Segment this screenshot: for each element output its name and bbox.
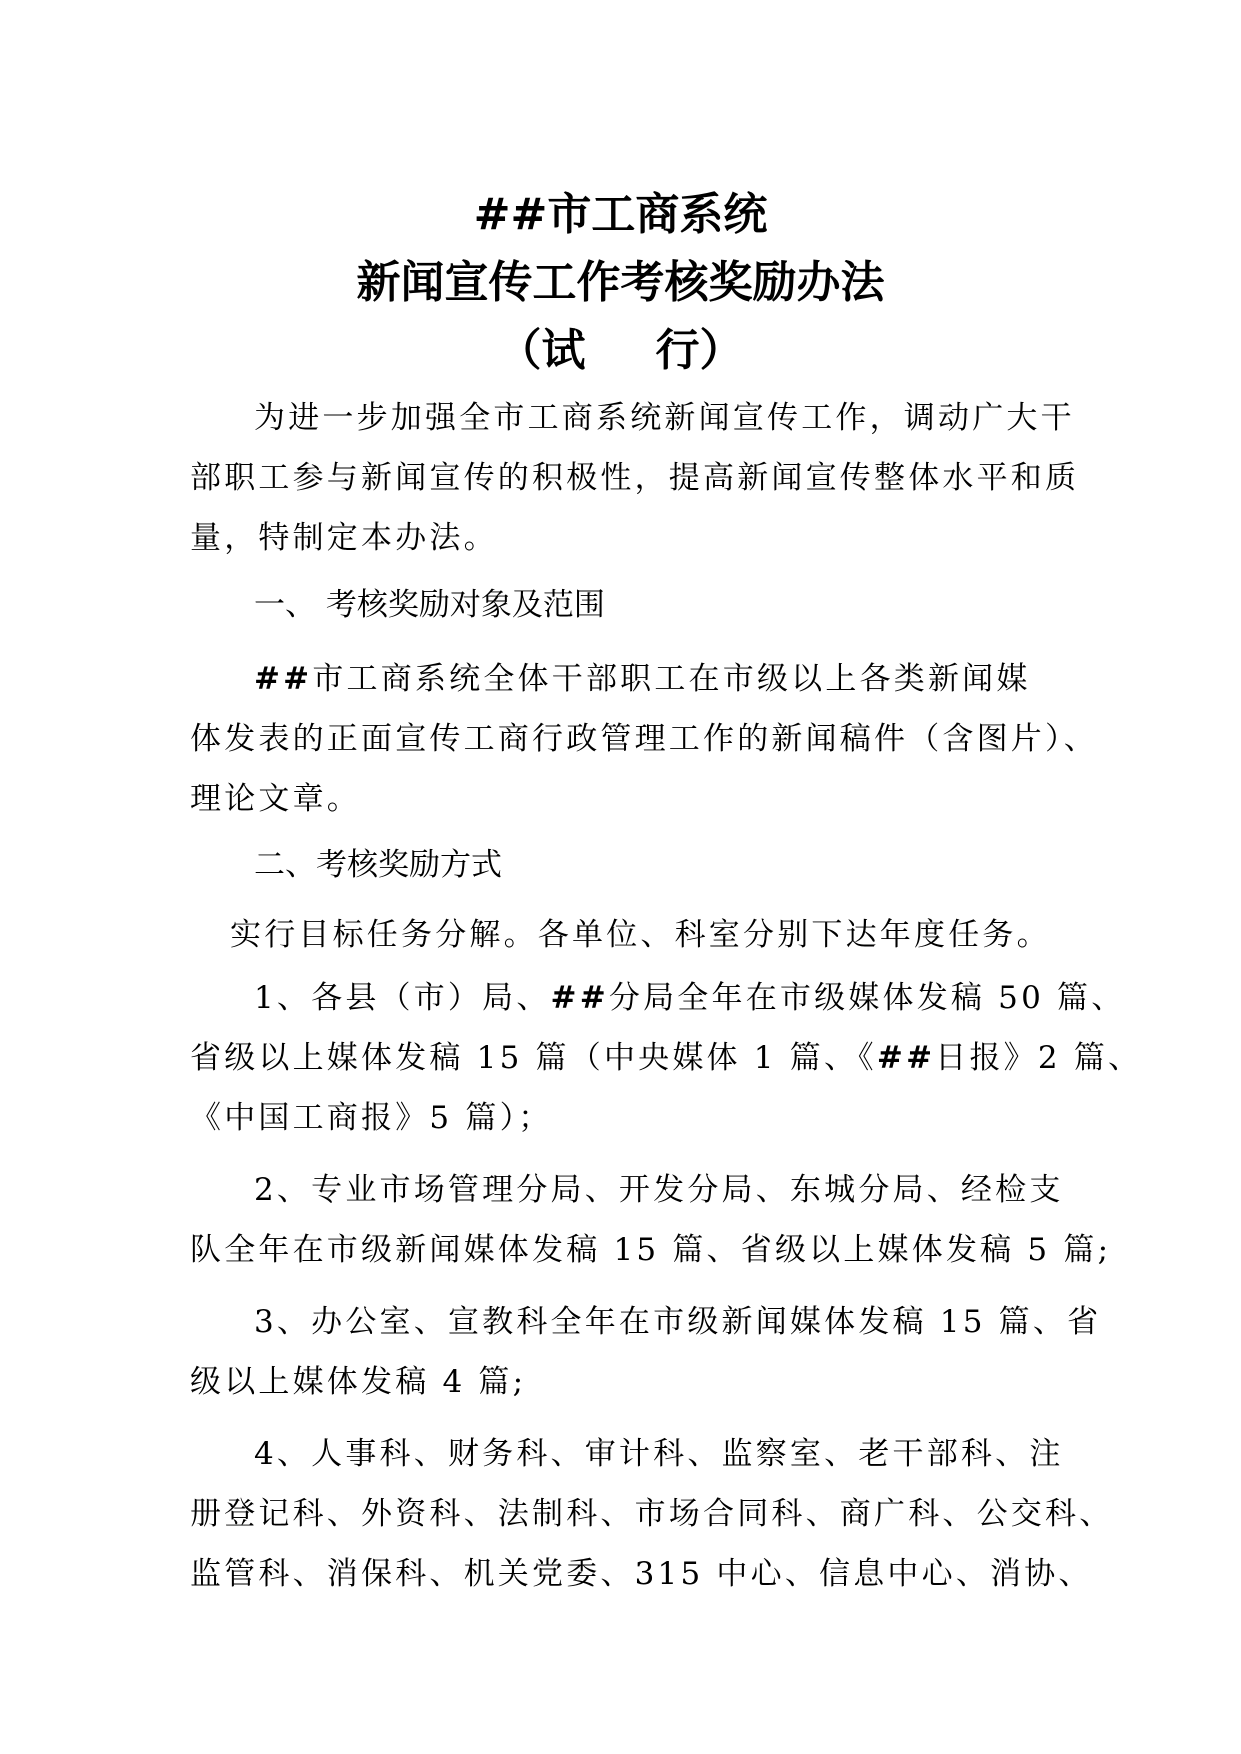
document-title-line1: ##市工商系统 (473, 189, 768, 240)
scope-line-2: 体发表的正面宣传工商行政管理工作的新闻稿件（含图片）、 (190, 721, 1098, 757)
intro-line-2: 部职工参与新闻宣传的积极性，提高新闻宣传整体水平和质 (190, 460, 1080, 496)
item2-line-2: 队全年在市级新闻媒体发稿 15 篇、省级以上媒体发稿 5 篇; (190, 1232, 1112, 1268)
item4-line-1: 4、人事科、财务科、审计科、监察室、老干部科、注 (254, 1436, 1064, 1472)
item1-hash-1: ## (550, 980, 609, 1016)
scope-line-3: 理论文章。 (190, 781, 361, 817)
intro-line-3: 量，特制定本办法。 (190, 520, 498, 556)
item3-line-2: 级以上媒体发稿 4 篇; (190, 1364, 527, 1400)
item1-paragraph (190, 968, 1143, 1148)
item1-line-2-b: 日报》2 篇、 (935, 1040, 1143, 1076)
title-trial-right: 行） (655, 325, 744, 376)
item1-line-2 (190, 1028, 1143, 1088)
mode-paragraph (190, 905, 1051, 965)
mode-line: 实行目标任务分解。各单位、科室分别下达年度任务。 (230, 917, 1051, 953)
item1-line-1-b: 分局全年在市级媒体发稿 50 篇、 (608, 980, 1126, 1016)
item1-line-1 (190, 968, 1126, 1028)
intro-paragraph (190, 388, 1080, 568)
item1-line-1-a: 1、各县（市）局、 (254, 980, 551, 1016)
scope-line-1-text: 市工商系统全体干部职工在市级以上各类新闻媒 (312, 661, 1031, 697)
section1-heading: 一、 考核奖励对象及范围 (254, 587, 605, 623)
item1-line-3: 《中国工商报》5 篇）； (190, 1100, 553, 1136)
item4-line-3: 监管科、消保科、机关党委、315 中心、信息中心、消协、 (190, 1556, 1093, 1592)
item3-line-1: 3、办公室、宣教科全年在市级新闻媒体发稿 15 篇、省 (254, 1304, 1102, 1340)
scope-line-1 (190, 649, 1046, 709)
scope-paragraph (190, 649, 1098, 829)
item4-line-2: 册登记科、外资科、法制科、市场合同科、商广科、公交科、 (190, 1496, 1114, 1532)
item4-paragraph (190, 1424, 1114, 1604)
item2-paragraph (190, 1160, 1112, 1280)
section2-heading: 二、考核奖励方式 (254, 847, 502, 883)
document-title-line3 (0, 323, 1241, 379)
item1-hash-2: ## (876, 1040, 936, 1076)
scope-hash: ## (254, 661, 313, 697)
intro-line-1: 为进一步加强全市工商系统新闻宣传工作，调动广大干 (254, 400, 1075, 436)
item1-line-2-a: 省级以上媒体发稿 15 篇（中央媒体 1 篇、《 (190, 1040, 877, 1076)
title-trial-left: （试 (497, 325, 586, 376)
item2-line-1: 2、专业市场管理分局、开发分局、东城分局、经检支 (254, 1172, 1064, 1208)
item3-paragraph (190, 1292, 1102, 1412)
document-title-line2: 新闻宣传工作考核奖励办法 (356, 257, 885, 308)
